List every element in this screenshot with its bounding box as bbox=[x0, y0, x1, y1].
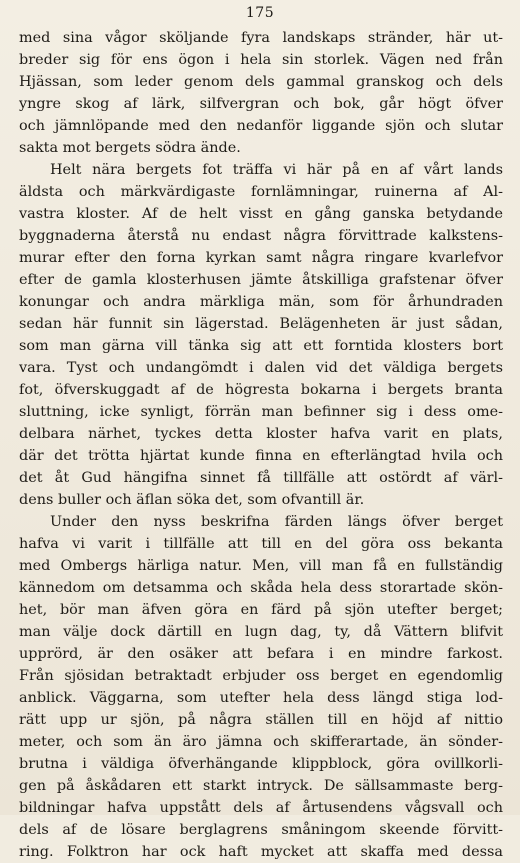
text-line: det åt Gud hängifna sinnet få tillfälle att ostördt af värl- bbox=[19, 470, 503, 486]
text-line: dens buller och äflan söka det, som ofvantill är. bbox=[19, 492, 365, 508]
text-line: där det trötta hjärtat kunde finna en efterlängtad hvila och bbox=[19, 448, 503, 464]
text-line: bildningar hafva uppstått dels af årtusendens vågsvall och bbox=[19, 800, 503, 816]
text-line: fot, öfverskuggadt af de högresta bokarna i bergets branta bbox=[19, 382, 503, 398]
text-line: rätt upp ur sjön, på några ställen till en höjd af nittio bbox=[19, 712, 503, 728]
text-line: med sina vågor sköljande fyra landskaps stränder, här ut- bbox=[19, 30, 503, 46]
text-line: efter de gamla klosterhusen jämte åtskilliga grafstenar öfver bbox=[19, 272, 503, 288]
text-line: sakta mot bergets södra ände. bbox=[19, 140, 241, 156]
text-line: vastra kloster. Af de helt visst en gång ganska betydande bbox=[19, 206, 503, 222]
text-line: het, bör man äfven göra en färd på sjön utefter berget; bbox=[19, 602, 503, 618]
text-line: yngre skog af lärk, silfvergran och bok, går högt öfver bbox=[19, 96, 503, 112]
text-line: man välje dock därtill en lugn dag, ty, då Vättern blifvit bbox=[19, 624, 503, 640]
text-line: byggnaderna återstå nu endast några förvittrade kalkstens- bbox=[19, 228, 503, 244]
page-number: 175 bbox=[245, 5, 275, 21]
text-line: sluttning, icke synligt, förrän man befinner sig i dess ome- bbox=[19, 404, 503, 420]
text-line: Helt nära bergets fot träffa vi här på en af vårt lands bbox=[50, 162, 503, 178]
text-line: som man gärna vill tänka sig att ett forntida klosters bort bbox=[19, 338, 503, 354]
text-line: Från sjösidan betraktadt erbjuder oss berget en egendomlig bbox=[19, 668, 503, 684]
text-line: gen på åskådaren ett starkt intryck. De sällsammaste berg- bbox=[19, 778, 503, 794]
text-line: äldsta och märkvärdigaste fornlämningar, ruinerna af Al- bbox=[19, 184, 503, 200]
text-line: med Ombergs härliga natur. Men, vill man få en fullständig bbox=[19, 558, 503, 574]
text-line: Under den nyss beskrifna färden längs öfver berget bbox=[50, 514, 503, 530]
text-line: meter, och som än äro jämna och skifferartade, än sönder- bbox=[19, 734, 503, 750]
text-line: breder sig för ens ögon i hela sin storlek. Vägen ned från bbox=[19, 52, 503, 68]
text-line: upprörd, är den osäker att befara i en mindre farkost. bbox=[19, 646, 503, 662]
text-line: hafva vi varit i tillfälle att till en del göra oss bekanta bbox=[19, 536, 503, 552]
text-line: vara. Tyst och undangömdt i dalen vid det väldiga bergets bbox=[19, 360, 503, 376]
text-line: och jämnlöpande med den nedanför liggande sjön och slutar bbox=[19, 118, 503, 134]
text-line: Hjässan, som leder genom dels gammal granskog och dels bbox=[19, 74, 503, 90]
text-line: kännedom om detsamma och skåda hela dess storartade skön- bbox=[19, 580, 503, 596]
text-line: delbara närhet, tyckes detta kloster hafva varit en plats, bbox=[19, 426, 503, 442]
text-line: dels af de lösare berglagrens småningom skeende förvitt- bbox=[19, 822, 503, 838]
text-line: konungar och andra märkliga män, som för århundraden bbox=[19, 294, 503, 310]
text-line: sedan här funnit sin lägerstad. Belägenheten är just sådan, bbox=[19, 316, 503, 332]
body-text bbox=[19, 27, 503, 863]
text-line: murar efter den forna kyrkan samt några ringare kvarlefvor bbox=[19, 250, 503, 266]
text-line: brutna i väldiga öfverhängande klippblock, göra ovillkorli- bbox=[19, 756, 503, 772]
text-line: anblick. Väggarna, som utefter hela dess längd stiga lod- bbox=[19, 690, 503, 706]
text-line: ring. Folktron har ock haft mycket att skaffa med dessa bbox=[19, 844, 503, 860]
